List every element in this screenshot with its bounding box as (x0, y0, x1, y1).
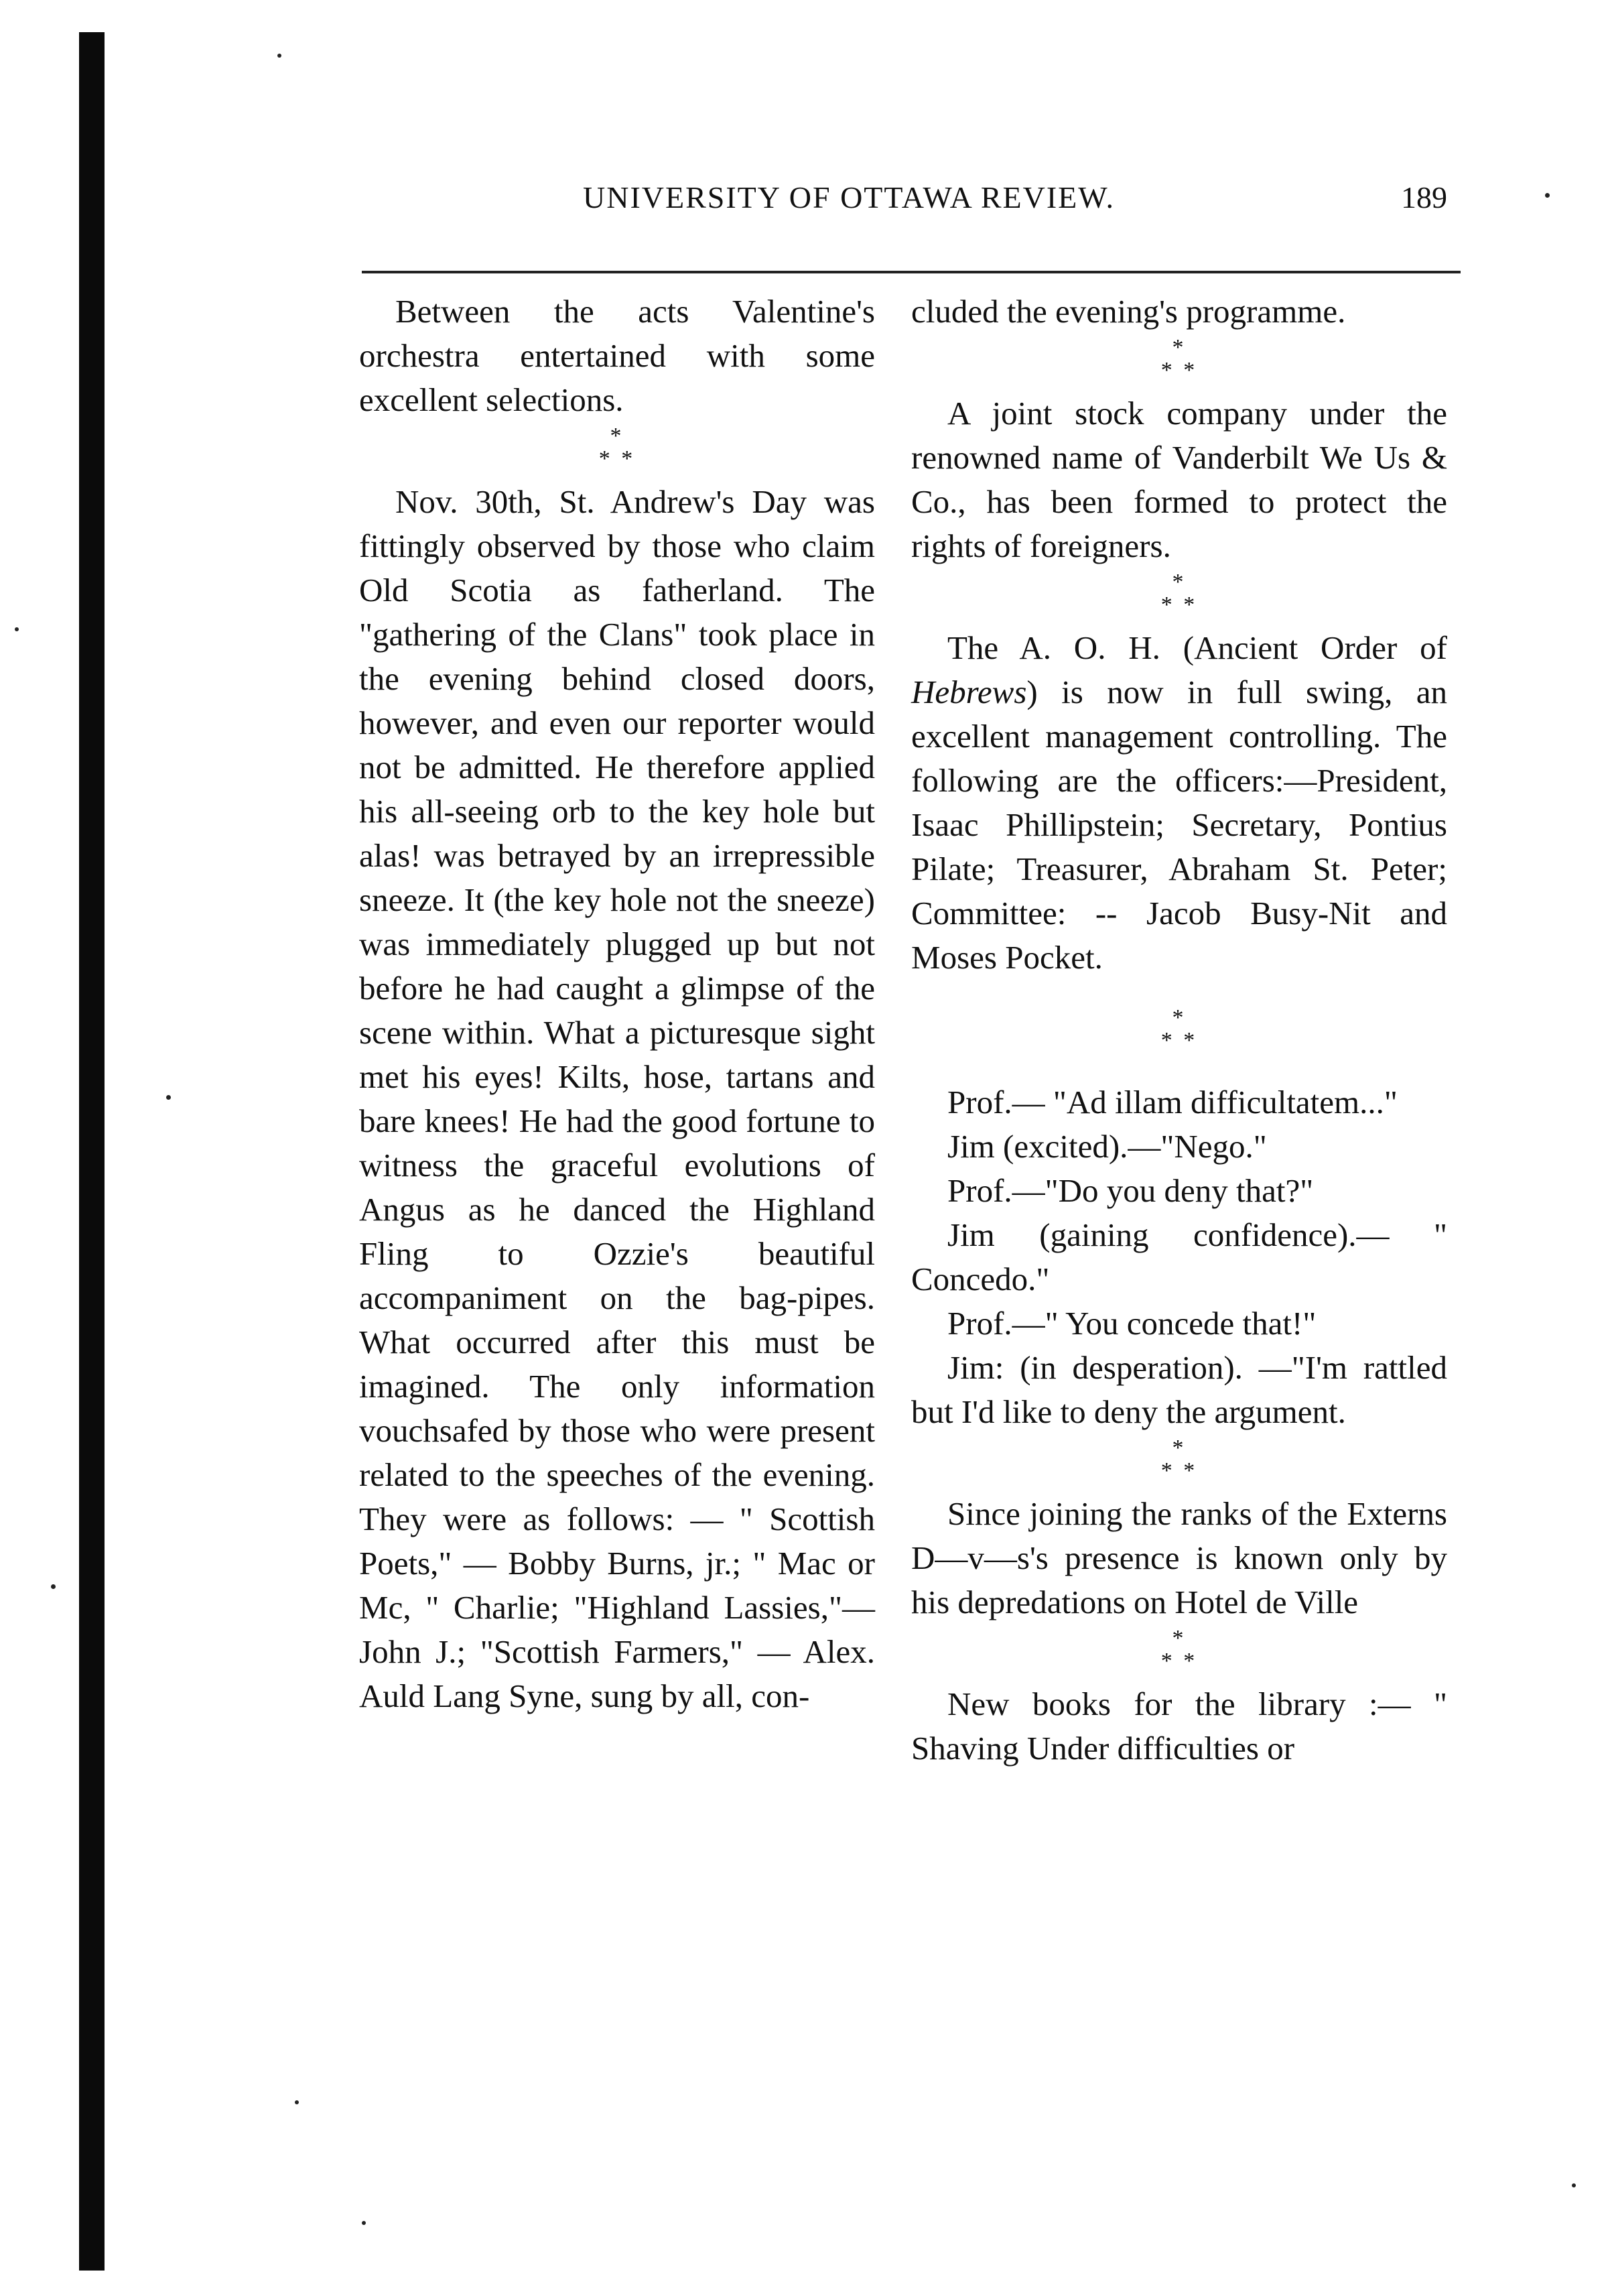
paragraph-st-andrews-day: Nov. 30th, St. Andrew's Day was fittingly observed by those who claim Old Scotia as fatherland. The "gathering of the Clans" took place in the evening behind closed doors, however, and even our reporter would not be admitted. He therefore applied his all-seeing orb to the key hole but alas! was betrayed by an irrepressible sneeze. It (the key hole not the sneeze) was immediately plugged up but not before he had caught a glimpse of the scene within. What a picturesque sight met his eyes! Kilts, hose, tartans and bare knees! He had the good fortune to witness the graceful evolutions of Angus as he danced the Highland Fling to Ozzie's beautiful accompaniment on the bag-pipes. What occurred after this must be imagined. The only information vouchsafed by those who were present related to the speeches of the evening. They were as follows: — " Scottish Poets," — Bobby Burns, jr.; " Mac or Mc, " Charlie; "Highland Lassies,"—John J.; "Scottish Farmers," — Alex. Auld Lang Syne, sung by all, con- (359, 483, 875, 1714)
speck (1572, 2183, 1576, 2187)
page-number: 189 (1401, 180, 1447, 214)
asterism: * * * (598, 424, 636, 471)
paragraph-joint-stock: A joint stock company under the renowned name of Vanderbilt We Us & Co., has been formed to protect the rights of foreigners. (911, 395, 1447, 564)
running-title: UNIVERSITY OF OTTAWA REVIEW. (583, 180, 1115, 214)
header-rule (362, 271, 1461, 273)
dialogue-line: Jim: (in desperation). —"I'm rattled but I'd like to deny the argument. (911, 1349, 1447, 1430)
dialogue-line: Prof.—"Do you deny that?" (947, 1172, 1314, 1209)
right-column (911, 290, 1447, 1771)
dialogue-line: Prof.— "Ad illam difficultatem..." (947, 1084, 1398, 1121)
asterism: * * * (1160, 1436, 1198, 1483)
binding-edge (79, 32, 105, 2271)
speck (51, 1584, 56, 1589)
speck (277, 54, 281, 58)
speck (1545, 193, 1550, 198)
asterism: * * * (1160, 1626, 1198, 1673)
dialogue-line: Prof.—" You concede that!" (947, 1305, 1317, 1342)
paragraph-aoh: The A. O. H. (Ancient Order of Hebrews) is now in full swing, an excellent management controlling. The following are the officers:—President, Isaac Phillipstein; Secretary, Pontius Pilate; Treasurer, Abraham St. Peter; Committee: -- Jacob Busy-Nit and Moses Pocket. (911, 629, 1447, 976)
left-column (359, 290, 875, 1718)
dialogue-line: Jim (excited).—"Nego." (947, 1128, 1267, 1165)
italic-word: Hebrews (911, 674, 1027, 710)
paragraph-orchestra: Between the acts Valentine's orchestra entertained with some excellent selections. (359, 293, 875, 418)
page-header (362, 180, 1461, 240)
speck (295, 2100, 299, 2104)
paragraph-new-books: New books for the library :— " Shaving Under difficulties or (911, 1685, 1447, 1767)
paragraph-continuation: cluded the evening's programme. (911, 293, 1346, 330)
speck (362, 2221, 366, 2225)
speck (15, 627, 19, 631)
paragraph-externs: Since joining the ranks of the Externs D—v—s's presence is known only by his depredations on Hotel de Ville (911, 1495, 1447, 1620)
asterism: * * * (1160, 1005, 1198, 1053)
dialogue-line: Jim (gaining confidence).— " Concedo." (911, 1216, 1447, 1297)
asterism: * * * (1160, 570, 1198, 617)
speck (166, 1095, 171, 1100)
asterism: * * * (1160, 335, 1198, 383)
